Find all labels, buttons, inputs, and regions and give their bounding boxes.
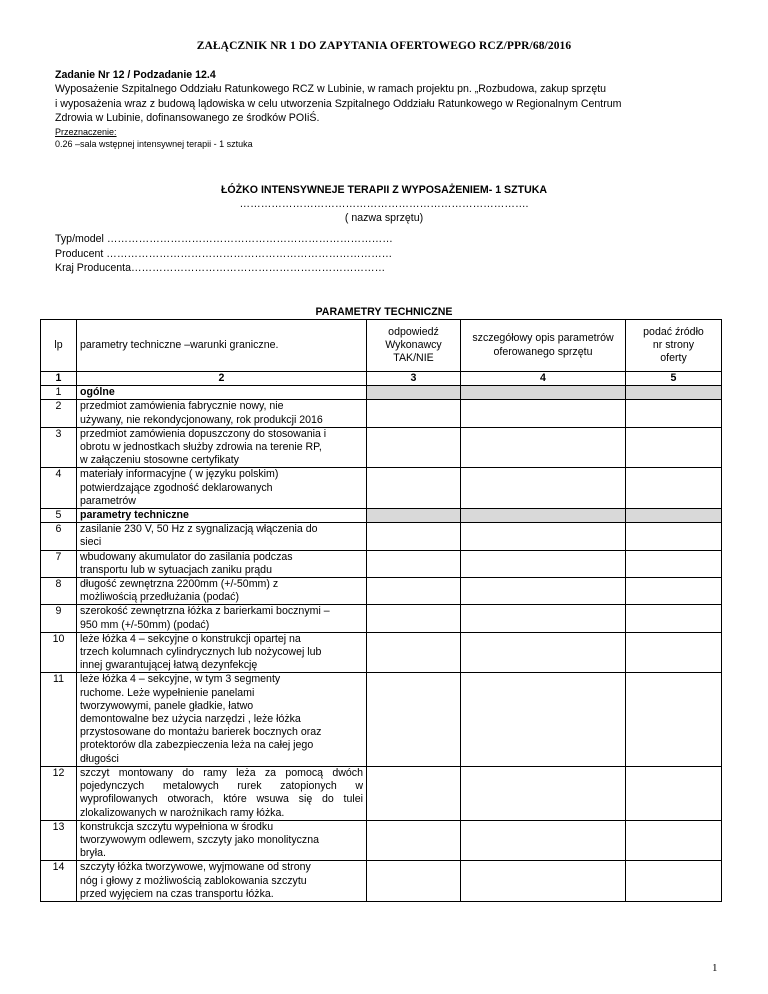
source-cell[interactable] (626, 578, 722, 605)
table-row (41, 861, 722, 902)
parameter-line: transportu lub w sytuacjach zaniku prądu (80, 563, 272, 576)
parameter-text (77, 605, 367, 632)
parameter-line: bryła. (80, 847, 106, 860)
parameter-line: długość zewnętrzna 2200mm (+/-50mm) z (80, 578, 279, 591)
parameter-line: ruchome. Leże wypełnienie panelami (80, 686, 255, 699)
answer-cell (367, 509, 461, 523)
header-description (461, 320, 626, 372)
parameter-text (77, 673, 367, 766)
description-cell[interactable] (461, 605, 626, 632)
parameter-line: protektorów dla zabezpieczenia leża na całej jego (80, 739, 314, 752)
row-number: 6 (41, 523, 77, 550)
parameter-line: szerokość zewnętrzna łóżka z barierkami bocznymi – (80, 605, 330, 618)
row-number: 7 (41, 550, 77, 577)
header-source-line: podać źródło (643, 325, 704, 338)
description-cell[interactable] (461, 468, 626, 509)
parameter-line: wbudowany akumulator do zasilania podczas (80, 550, 293, 563)
column-number: 5 (626, 372, 722, 386)
column-number-row (41, 372, 722, 386)
type-model-field[interactable]: Typ/model ……………………………………………………………………… (55, 233, 393, 245)
column-number: 1 (41, 372, 77, 386)
parameter-text (77, 861, 367, 902)
header-answer-line: TAK/NIE (393, 352, 434, 365)
table-row (41, 427, 722, 468)
row-number: 9 (41, 605, 77, 632)
table-row (41, 605, 722, 632)
row-number: 1 (41, 386, 77, 400)
technical-parameters-table (40, 319, 722, 902)
table-row (41, 386, 722, 400)
parameter-line: przed wyjęciem na czas transportu łóżka. (80, 887, 274, 900)
purpose-label: Przeznaczenie: (55, 126, 117, 137)
parameter-line: parametry techniczne (80, 509, 189, 522)
parameter-line: potwierdzające zgodność deklarowanych (80, 481, 273, 494)
parameter-line: materiały informacyjne ( w języku polskim) (80, 468, 279, 481)
parameter-line: obrotu w jednostkach służby zdrowia na terenie RP, (80, 441, 322, 454)
header-answer-line: Wykonawcy (385, 338, 442, 351)
purpose-text: 0.26 –sala wstępnej intensywnej terapii - 1 sztuka (55, 138, 253, 149)
parameter-line: konstrukcja szczytu wypełniona w środku (80, 820, 274, 833)
table-title: PARAMETRY TECHNICZNE (315, 306, 453, 318)
header-source (626, 320, 722, 372)
source-cell[interactable] (626, 820, 722, 861)
table-row (41, 673, 722, 766)
parameter-text (77, 632, 367, 673)
answer-cell[interactable] (367, 820, 461, 861)
header-source-line: nr strony (652, 338, 695, 351)
header-answer (367, 320, 461, 372)
description-cell[interactable] (461, 400, 626, 427)
task-description (55, 82, 715, 125)
producer-field[interactable]: Producent ……………………………………………………………………… (55, 247, 393, 260)
table-row (41, 468, 722, 509)
device-heading (0, 183, 768, 225)
parameter-line: 950 mm (+/-50mm) (podać) (80, 618, 210, 631)
parameter-line: demontowalne bez użycia narzędzi , leże łóżka (80, 713, 301, 726)
parameter-line: używany, nie rekondycjonowany, rok produkcji 2016 (80, 413, 323, 426)
header-lp: lp (41, 320, 77, 372)
source-cell (626, 509, 722, 523)
source-cell[interactable] (626, 468, 722, 509)
source-cell[interactable] (626, 427, 722, 468)
parameter-text (77, 766, 367, 820)
page-number: 1 (712, 962, 718, 974)
parameter-line: tworzywowym odlewem, szczyty jako monolityczna (80, 833, 320, 846)
answer-cell[interactable] (367, 766, 461, 820)
source-cell[interactable] (626, 523, 722, 550)
column-number: 4 (461, 372, 626, 386)
parameter-line: przedmiot zamówienia fabrycznie nowy, nie (80, 400, 284, 413)
parameter-text (77, 386, 367, 400)
parameter-line: wyprofilowanych otworach, które wsuwa się do tulei (80, 793, 363, 806)
parameter-line: szczyt montowany do ramy leża za pomocą dwóch (80, 766, 363, 779)
product-fields (55, 232, 393, 276)
parameter-line: długości (80, 752, 119, 765)
answer-cell[interactable] (367, 578, 461, 605)
parameter-text (77, 820, 367, 861)
source-cell[interactable] (626, 673, 722, 766)
description-line: Wyposażenie Szpitalnego Oddziału Ratunkowego RCZ w Lubinie, w ramach projektu pn. „Rozbudowa, zakup sprzętu (55, 83, 607, 96)
parameter-line: parametrów (80, 494, 136, 507)
table-body (41, 386, 722, 902)
source-cell[interactable] (626, 550, 722, 577)
table-row (41, 550, 722, 577)
parameter-line: w załączeniu stosowne certyfikaty (80, 454, 239, 467)
table-row (41, 400, 722, 427)
header-answer-line: odpowiedź (388, 325, 439, 338)
row-number: 11 (41, 673, 77, 766)
description-cell[interactable] (461, 861, 626, 902)
description-cell[interactable] (461, 673, 626, 766)
answer-cell[interactable] (367, 550, 461, 577)
parameter-line: przedmiot zamówienia dopuszczony do stosowania i (80, 427, 327, 440)
description-cell[interactable] (461, 578, 626, 605)
task-number: Zadanie Nr 12 / Podzadanie 12.4 (55, 69, 216, 81)
table-row (41, 509, 722, 523)
column-number: 2 (77, 372, 367, 386)
row-number: 2 (41, 400, 77, 427)
description-cell[interactable] (461, 550, 626, 577)
answer-cell[interactable] (367, 427, 461, 468)
description-cell[interactable] (461, 820, 626, 861)
parameter-line: zasilanie 230 V, 50 Hz z sygnalizacją włączenia do (80, 523, 318, 536)
table-row (41, 578, 722, 605)
header-params: parametry techniczne –warunki graniczne. (77, 320, 367, 372)
attachment-title: ZAŁĄCZNIK NR 1 DO ZAPYTANIA OFERTOWEGO RCZ/PPR/68/2016 (196, 40, 572, 52)
device-title: ŁÓŻKO INTENSYWNEJE TERAPII Z WYPOSAŻENIEM- 1 SZTUKA (220, 184, 548, 196)
parameter-text (77, 400, 367, 427)
answer-cell[interactable] (367, 673, 461, 766)
header-description-line: oferowanego sprzętu (493, 345, 593, 358)
parameter-line: możliwością przedłużania (podać) (80, 591, 239, 604)
answer-cell[interactable] (367, 523, 461, 550)
row-number: 3 (41, 427, 77, 468)
parameter-text (77, 427, 367, 468)
source-cell[interactable] (626, 861, 722, 902)
row-number: 5 (41, 509, 77, 523)
country-field[interactable]: Kraj Producenta……………………………………………………………… (55, 262, 386, 274)
answer-cell[interactable] (367, 468, 461, 509)
parameter-line: przystosowane do montażu barierek bocznych oraz (80, 726, 322, 739)
answer-cell[interactable] (367, 400, 461, 427)
answer-cell (367, 386, 461, 400)
parameter-text (77, 468, 367, 509)
description-cell (461, 509, 626, 523)
intro-section (55, 68, 715, 150)
row-number: 13 (41, 820, 77, 861)
header-source-line: oferty (660, 352, 687, 365)
table-row (41, 820, 722, 861)
parameter-line: trzech kolumnach cylindrycznych lub nożycowej lub (80, 646, 322, 659)
parameter-line: pojedynczych metalowych rurek zatopionych w (80, 780, 363, 793)
parameter-line: ogólne (80, 386, 115, 399)
row-number: 12 (41, 766, 77, 820)
answer-cell[interactable] (367, 861, 461, 902)
parameter-line: szczyty łóżka tworzywowe, wyjmowane od strony (80, 861, 311, 874)
parameter-text (77, 509, 367, 523)
table-header-row (41, 320, 722, 372)
table-row (41, 766, 722, 820)
parameter-text (77, 550, 367, 577)
parameter-line: innej gwarantującej łatwą dezynfekcję (80, 659, 258, 672)
table-row (41, 523, 722, 550)
description-cell[interactable] (461, 632, 626, 673)
parameter-line: nóg i głowy z możliwością zablokowania szczytu (80, 874, 307, 887)
device-name-dots: ………………………………………………………………………. (239, 198, 529, 210)
column-number: 3 (367, 372, 461, 386)
row-number: 14 (41, 861, 77, 902)
source-cell[interactable] (626, 605, 722, 632)
source-cell[interactable] (626, 632, 722, 673)
source-cell[interactable] (626, 766, 722, 820)
source-cell (626, 386, 722, 400)
device-name-hint: ( nazwa sprzętu) (344, 212, 424, 224)
parameter-text (77, 523, 367, 550)
table-row (41, 632, 722, 673)
source-cell[interactable] (626, 400, 722, 427)
description-cell[interactable] (461, 766, 626, 820)
description-line: Zdrowia w Lubinie, dofinansowanego ze środków POIiŚ. (55, 112, 320, 125)
parameter-line: leże łóżka 4 – sekcyjne, w tym 3 segmenty (80, 673, 281, 686)
row-number: 10 (41, 632, 77, 673)
answer-cell[interactable] (367, 632, 461, 673)
row-number: 4 (41, 468, 77, 509)
row-number: 8 (41, 578, 77, 605)
parameter-line: sieci (80, 536, 102, 549)
parameter-line: zlokalizowanych w narożnikach ramy łóżka. (80, 806, 285, 819)
parameter-line: leże łóżka 4 – sekcyjne o konstrukcji opartej na (80, 632, 301, 645)
description-cell[interactable] (461, 427, 626, 468)
parameter-line: tworzywowymi, panele gładkie, łatwo (80, 699, 254, 712)
description-cell[interactable] (461, 523, 626, 550)
answer-cell[interactable] (367, 605, 461, 632)
description-cell (461, 386, 626, 400)
header-description-line: szczegółowy opis parametrów (472, 332, 614, 345)
parameter-text (77, 578, 367, 605)
description-line: i wyposażenia wraz z budową lądowiska w celu utworzenia Szpitalnego Oddziału Ratunkowego w Regionalnym Centrum (55, 97, 622, 110)
